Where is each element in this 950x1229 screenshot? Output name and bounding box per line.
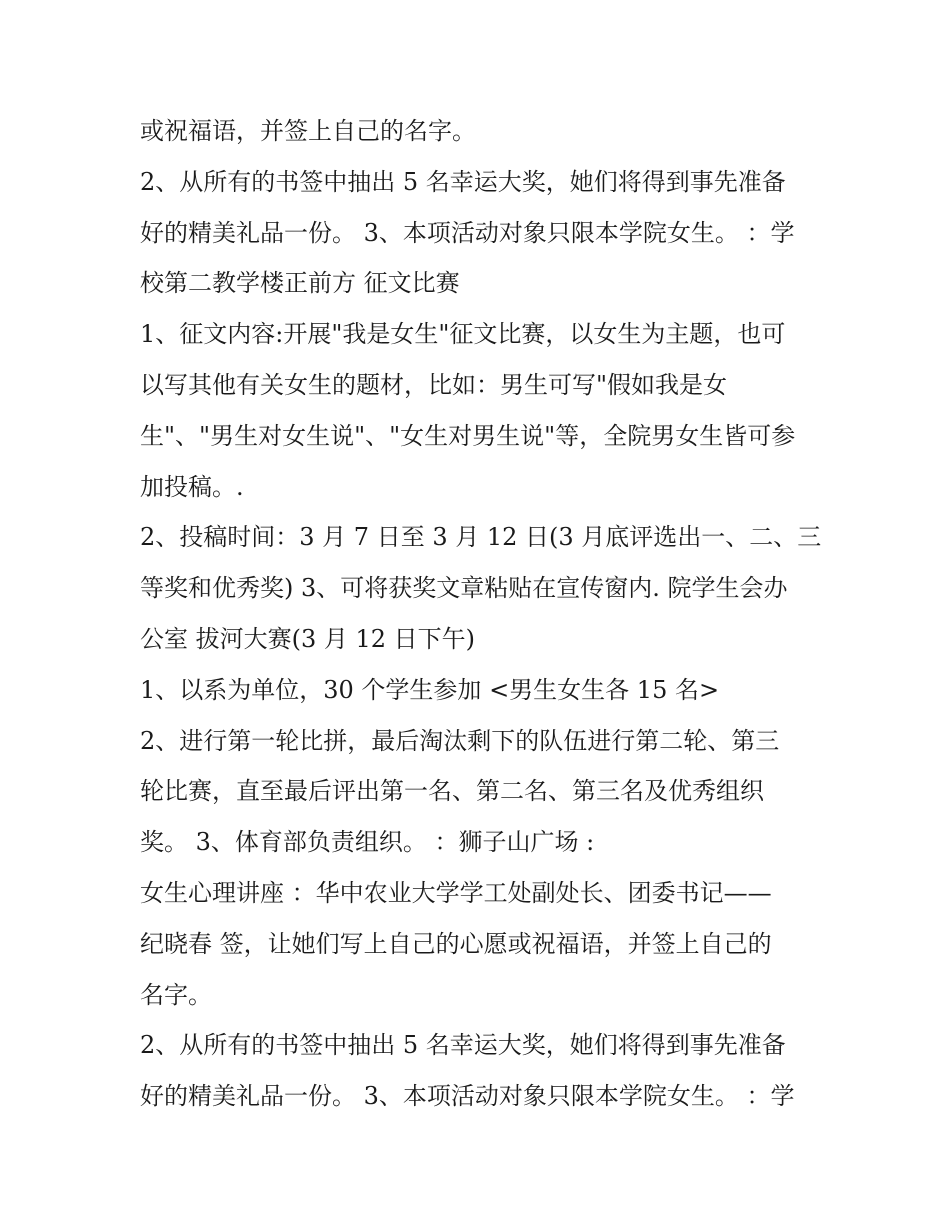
document-body (140, 106, 820, 1122)
text-line: 2、从所有的书签中抽出 5 名幸运大奖，她们将得到事先准备 (140, 1031, 786, 1060)
text-line: 生"、"男生对女生说"、"女生对男生说"等，全院男女生皆可参 (140, 421, 796, 450)
text-line: 轮比赛，直至最后评出第一名、第二名、第三名及优秀组织 (140, 777, 764, 806)
text-line: 等奖和优秀奖) 3、可将获奖文章粘贴在宣传窗内. 院学生会办 (140, 574, 788, 603)
text-line: 好的精美礼品一份。 3、本项活动对象只限本学院女生。 ：学 (140, 218, 795, 247)
text-line: 名字。 (140, 980, 212, 1009)
text-line: 1、征文内容:开展"我是女生"征文比赛，以女生为主题，也可 (140, 320, 786, 349)
text-line: 2、投稿时间：3 月 7 日至 3 月 12 日(3 月底评选出一、二、三 (140, 523, 822, 552)
text-line: 公室 拔河大赛(3 月 12 日下午) (140, 624, 476, 653)
text-line: 加投稿。. (140, 472, 244, 501)
text-line: 校第二教学楼正前方 征文比赛 (140, 269, 460, 298)
text-line: 女生心理讲座 ：华中农业大学学工处副处长、团委书记—— (140, 878, 772, 907)
text-line: 2、进行第一轮比拼，最后淘汰剩下的队伍进行第二轮、第三 (140, 726, 780, 755)
text-line: 奖。 3、体育部负责组织。 ：狮子山广场 : (140, 828, 595, 857)
text-line: 以写其他有关女生的题材，比如：男生可写"假如我是女 (140, 370, 728, 399)
text-line: 1、以系为单位，30 个学生参加 <男生女生各 15 名> (140, 675, 720, 704)
text-line: 纪晓春 签，让她们写上自己的心愿或祝福语，并签上自己的 (140, 929, 772, 958)
text-line: 好的精美礼品一份。 3、本项活动对象只限本学院女生。 ：学 (140, 1082, 795, 1111)
text-line: 或祝福语，并签上自己的名字。 (140, 117, 476, 145)
text-line: 2、从所有的书签中抽出 5 名幸运大奖，她们将得到事先准备 (140, 167, 786, 196)
